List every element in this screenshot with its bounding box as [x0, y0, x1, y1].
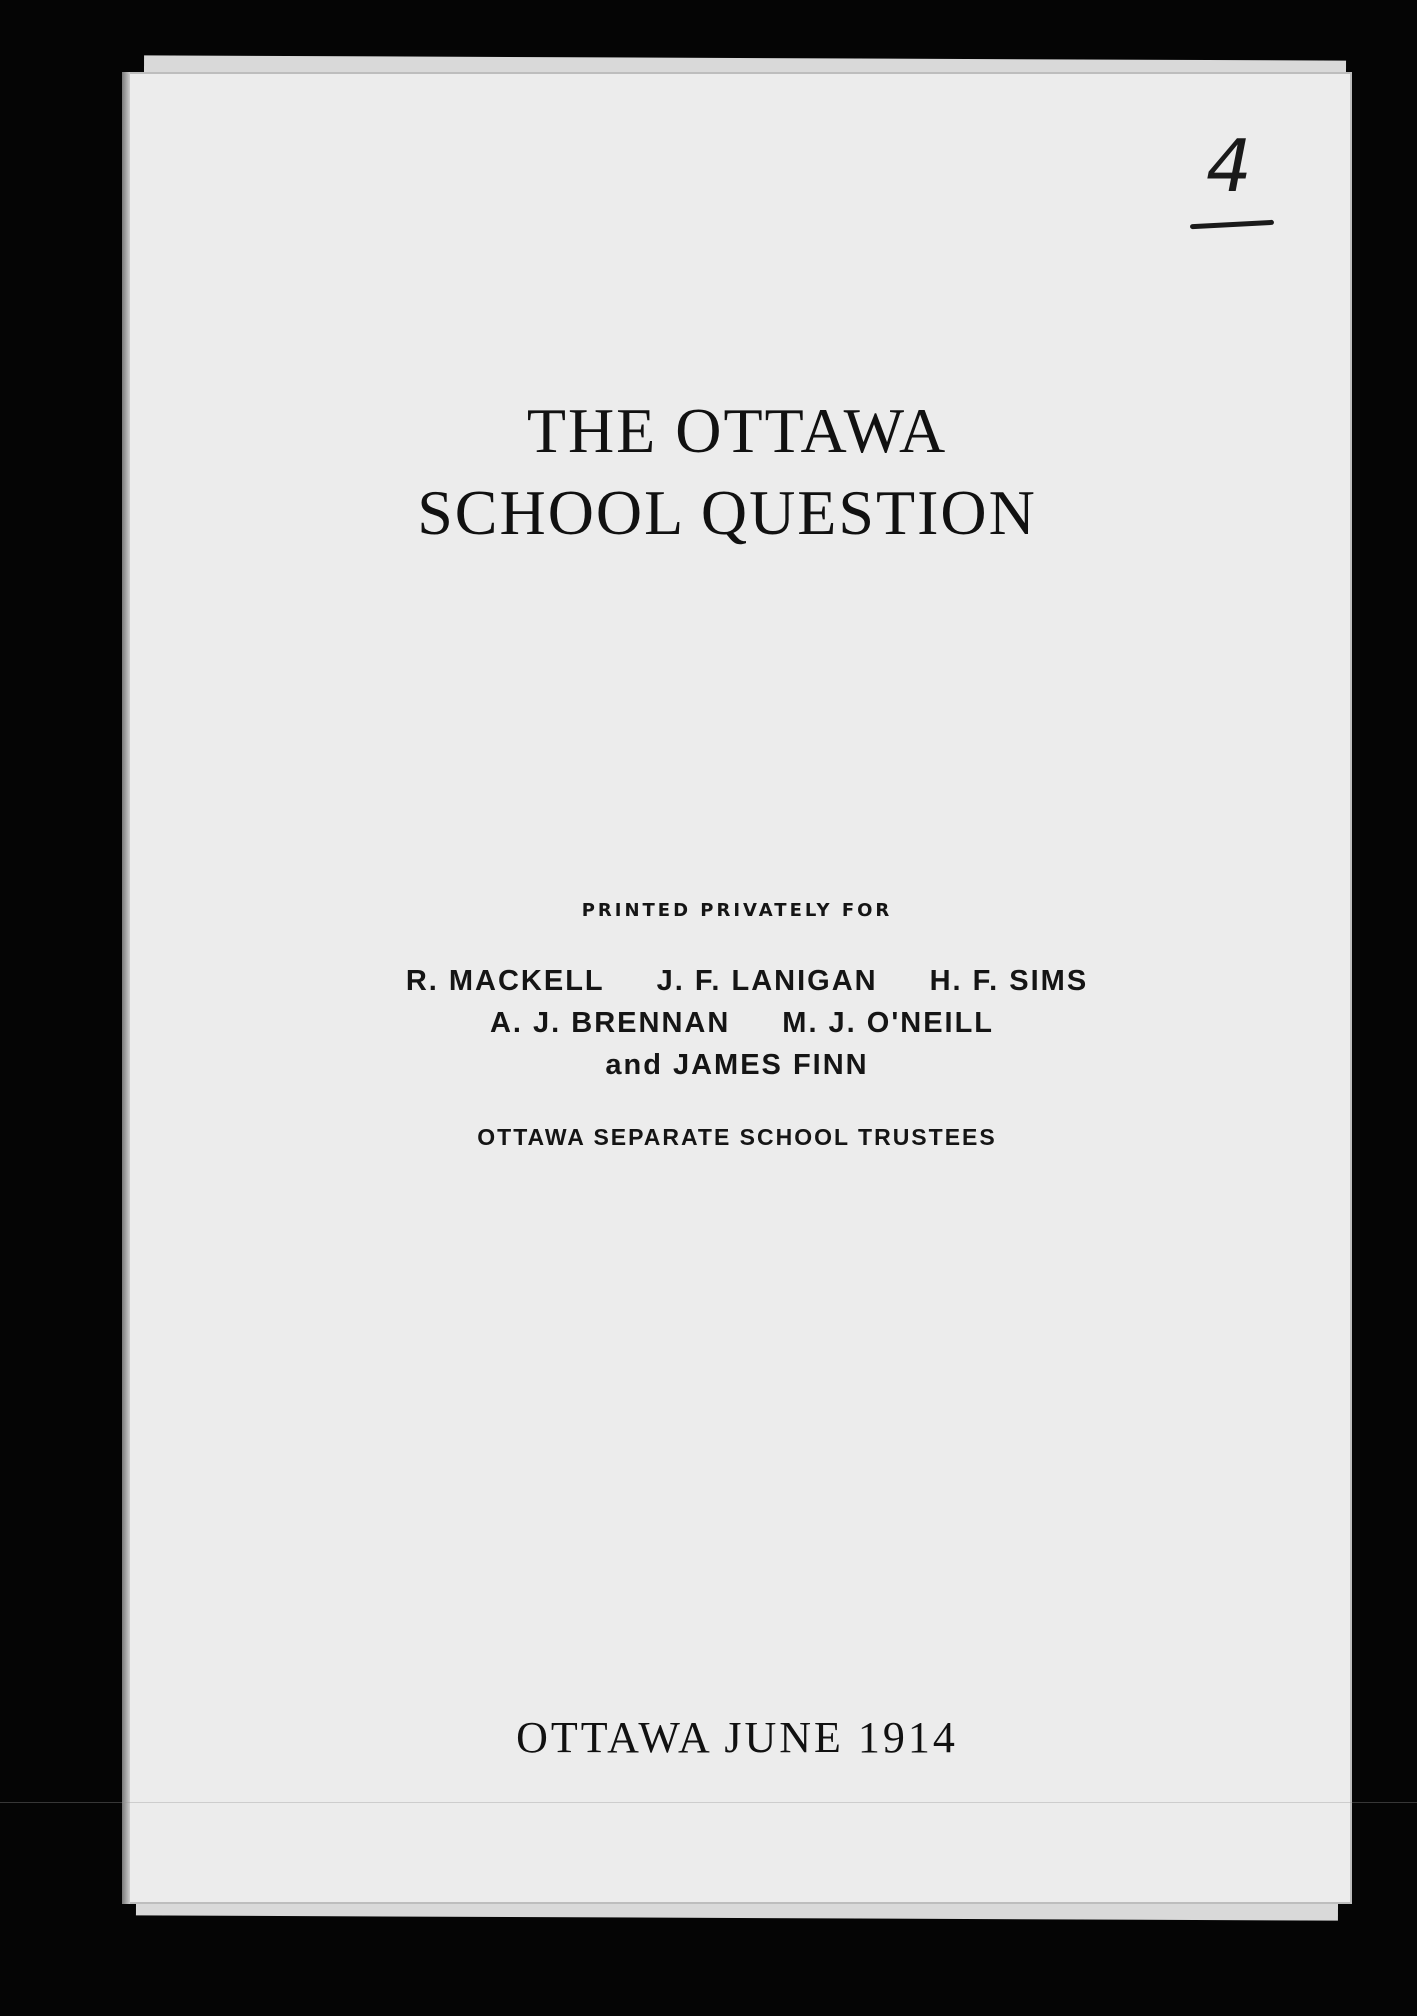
name-sims: H. F. SIMS — [929, 965, 1089, 997]
scan-artifact-line — [0, 1802, 1417, 1803]
name-mackell: R. MACKELL — [405, 965, 605, 997]
trustee-names — [122, 960, 1352, 1086]
printed-for-label: PRINTED PRIVATELY FOR — [581, 900, 893, 921]
names-row-2 — [132, 1002, 1352, 1044]
title — [122, 390, 1352, 554]
name-oneill: M. J. O'NEILL — [782, 1007, 995, 1039]
names-row-3 — [122, 1044, 1352, 1086]
name-lanigan: J. F. LANIGAN — [656, 965, 878, 997]
name-brennan: A. J. BRENNAN — [489, 1007, 731, 1039]
name-finn: and JAMES FINN — [605, 1049, 869, 1081]
title-line-1: THE OTTAWA — [526, 395, 948, 466]
page-number-text: 4 — [1206, 124, 1252, 208]
title-page — [122, 72, 1352, 1904]
handwritten-page-number — [1182, 124, 1282, 240]
place-date: OTTAWA JUNE 1914 — [516, 1713, 958, 1762]
trustees-caption: OTTAWA SEPARATE SCHOOL TRUSTEES — [477, 1124, 997, 1150]
names-row-1 — [142, 960, 1352, 1002]
title-line-2: SCHOOL QUESTION — [417, 477, 1037, 548]
page-number-underline — [1190, 220, 1274, 229]
